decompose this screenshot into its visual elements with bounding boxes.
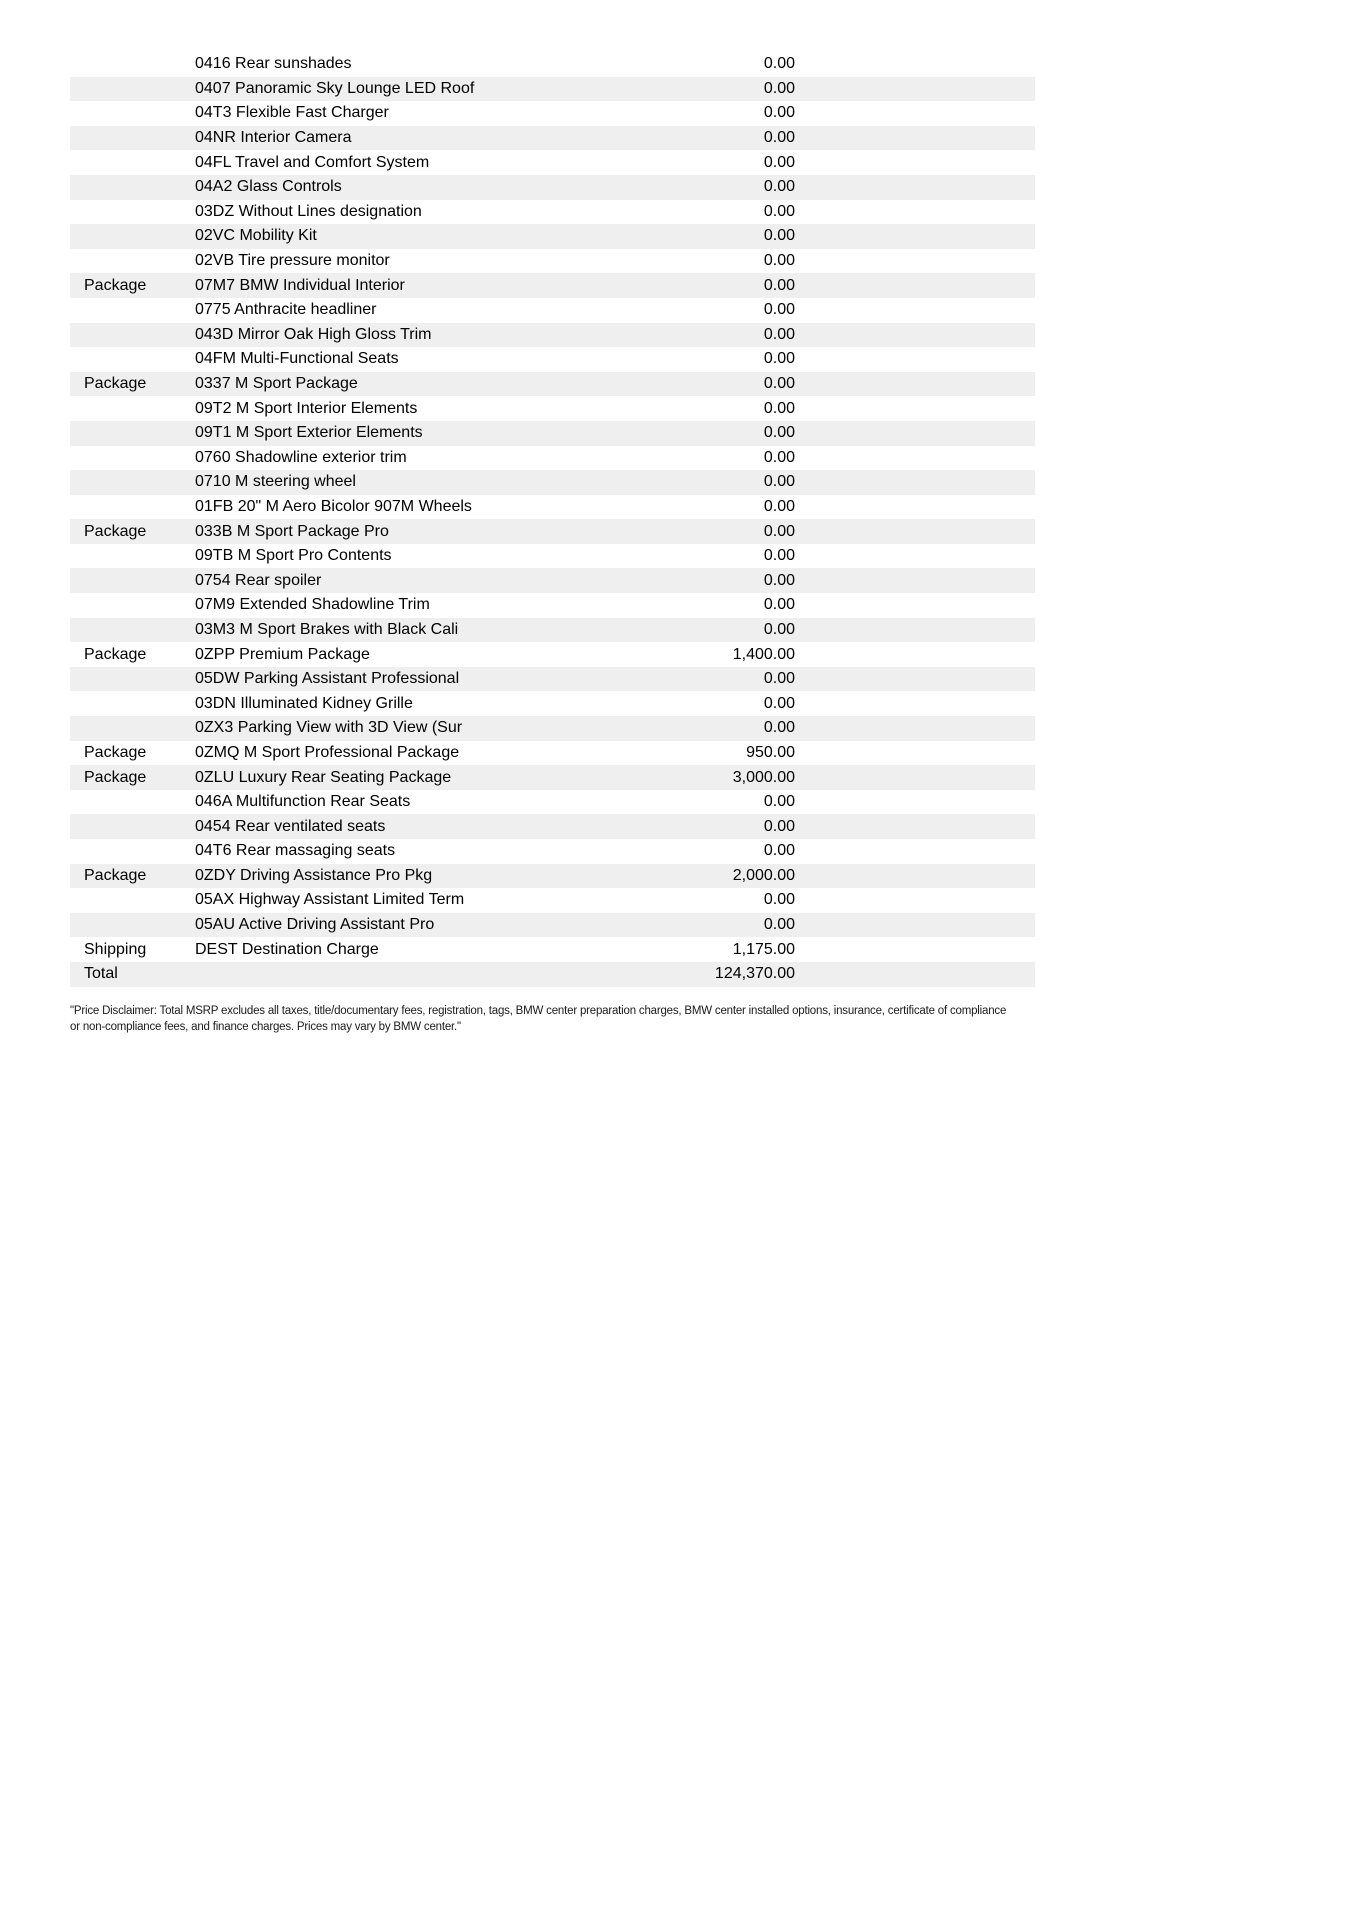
row-price: 0.00: [763, 891, 795, 909]
row-price: 0.00: [763, 424, 795, 442]
row-category: Package: [84, 522, 147, 540]
row-item: 0416 Rear sunshades: [195, 56, 352, 73]
row-price: 0.00: [763, 448, 795, 466]
row-item: 046A Multifunction Rear Seats: [195, 794, 411, 811]
row-item: 0ZPP Premium Package: [195, 646, 370, 663]
row-item: 0754 Rear spoiler: [195, 572, 322, 589]
row-item: 03DZ Without Lines designation: [195, 203, 422, 220]
row-price: 0.00: [763, 620, 795, 638]
table-row: [70, 544, 1035, 569]
row-item: 02VB Tire pressure monitor: [195, 253, 390, 270]
table-row: [70, 446, 1035, 471]
table-row: [70, 273, 1035, 298]
table-row: [70, 200, 1035, 225]
row-price: 0.00: [763, 719, 795, 737]
table-row: [70, 864, 1035, 889]
row-price: 0.00: [763, 202, 795, 220]
price-disclaimer: "Price Disclaimer: Total MSRP excludes all taxes, title/documentary fees, registration, tags, BMW center preparation charges, BMW center installed options, insurance, certificate of compliance or non-compliance fees, and finance charges. Prices may vary by BMW center.": [70, 1004, 1007, 1033]
row-price: 0.00: [763, 350, 795, 368]
row-price: 2,000.00: [732, 866, 795, 884]
row-price: 0.00: [763, 473, 795, 491]
row-item: 0337 M Sport Package: [195, 376, 358, 393]
row-price: 0.00: [763, 301, 795, 319]
row-category: Package: [84, 645, 147, 663]
row-price: 0.00: [763, 325, 795, 343]
row-item: 01FB 20" M Aero Bicolor 907M Wheels: [195, 498, 472, 515]
row-price: 950.00: [746, 743, 795, 761]
row-price: 0.00: [763, 55, 795, 73]
row-item: 04T3 Flexible Fast Charger: [195, 105, 389, 122]
row-category: Package: [84, 375, 147, 393]
row-price: 1,400.00: [732, 645, 795, 663]
row-price: 0.00: [763, 571, 795, 589]
row-category: Total: [84, 965, 118, 983]
row-item: 05DW Parking Assistant Professional: [195, 671, 460, 688]
table-row: [70, 642, 1035, 667]
row-price: 0.00: [763, 276, 795, 294]
row-item: 0710 M steering wheel: [195, 474, 356, 491]
row-item: 0ZDY Driving Assistance Pro Pkg: [195, 867, 433, 884]
row-item: 07M7 BMW Individual Interior: [195, 277, 405, 294]
row-category: Shipping: [84, 940, 147, 958]
table-row: [70, 470, 1035, 495]
row-item: 0ZX3 Parking View with 3D View (Sur: [195, 720, 463, 737]
row-price: 0.00: [763, 227, 795, 245]
row-item: 03DN Illuminated Kidney Grille: [195, 695, 413, 712]
table-row: [70, 175, 1035, 200]
table-row: [70, 298, 1035, 323]
table-row: [70, 888, 1035, 913]
row-price: 0.00: [763, 153, 795, 171]
row-category: Package: [84, 768, 147, 786]
table-row: [70, 323, 1035, 348]
table-row: [70, 101, 1035, 126]
row-item: 07M9 Extended Shadowline Trim: [195, 597, 430, 614]
row-item: 09T2 M Sport Interior Elements: [195, 400, 418, 417]
row-item: 03M3 M Sport Brakes with Black Cali: [195, 621, 459, 638]
row-item: 0407 Panoramic Sky Lounge LED Roof: [195, 80, 475, 97]
row-item: 0ZMQ M Sport Professional Package: [195, 744, 460, 761]
row-price: 3,000.00: [732, 768, 795, 786]
row-item: 043D Mirror Oak High Gloss Trim: [195, 326, 432, 343]
row-item: 04T6 Rear massaging seats: [195, 843, 396, 860]
row-price: 0.00: [763, 497, 795, 515]
row-price: 0.00: [763, 547, 795, 565]
table-row: [70, 814, 1035, 839]
table-row: [70, 741, 1035, 766]
table-row: [70, 495, 1035, 520]
row-item: 0454 Rear ventilated seats: [195, 818, 386, 835]
row-price: 0.00: [763, 842, 795, 860]
table-row: [70, 372, 1035, 397]
table-row: [70, 347, 1035, 372]
row-item: 0ZLU Luxury Rear Seating Package: [195, 769, 452, 786]
row-price: 0.00: [763, 916, 795, 934]
table-row: [70, 765, 1035, 790]
table-row: [70, 77, 1035, 102]
row-item: 0760 Shadowline exterior trim: [195, 449, 407, 466]
table-row: [70, 716, 1035, 741]
table-row: [70, 691, 1035, 716]
row-price: 0.00: [763, 399, 795, 417]
row-item: 05AX Highway Assistant Limited Term: [195, 892, 465, 909]
row-price: 0.00: [763, 670, 795, 688]
row-price: 1,175.00: [732, 940, 795, 958]
table-row: [70, 618, 1035, 643]
row-item: 04NR Interior Camera: [195, 130, 352, 147]
table-row: [70, 790, 1035, 815]
row-price: 0.00: [763, 104, 795, 122]
table-row: [70, 667, 1035, 692]
row-item: 09TB M Sport Pro Contents: [195, 548, 392, 565]
row-price: 0.00: [763, 79, 795, 97]
row-price: 0.00: [763, 178, 795, 196]
row-price: 0.00: [763, 596, 795, 614]
row-item: 0775 Anthracite headliner: [195, 302, 377, 319]
row-category: Package: [84, 743, 147, 761]
table-row: [70, 126, 1035, 151]
table-row: [70, 913, 1035, 938]
table-row: [70, 962, 1035, 987]
row-item: 04A2 Glass Controls: [195, 179, 342, 196]
row-item: 04FL Travel and Comfort System: [195, 154, 430, 171]
row-price: 124,370.00: [714, 965, 795, 983]
table-row: [70, 224, 1035, 249]
row-price: 0.00: [763, 694, 795, 712]
table-row: [70, 519, 1035, 544]
table-row: [70, 568, 1035, 593]
table-row: [70, 396, 1035, 421]
row-item: 09T1 M Sport Exterior Elements: [195, 425, 423, 442]
table-row: [70, 839, 1035, 864]
row-category: Package: [84, 866, 147, 884]
table-row: [70, 150, 1035, 175]
row-price: 0.00: [763, 522, 795, 540]
row-price: 0.00: [763, 375, 795, 393]
table-row: [70, 421, 1035, 446]
row-price: 0.00: [763, 793, 795, 811]
row-item: 05AU Active Driving Assistant Pro: [195, 917, 435, 934]
table-row: [70, 593, 1035, 618]
row-category: Package: [84, 276, 147, 294]
row-item: 04FM Multi-Functional Seats: [195, 351, 399, 368]
row-item: 033B M Sport Package Pro: [195, 523, 389, 540]
table-row: [70, 937, 1035, 962]
row-price: 0.00: [763, 129, 795, 147]
table-row: [70, 52, 1035, 77]
row-price: 0.00: [763, 252, 795, 270]
row-item: 02VC Mobility Kit: [195, 228, 317, 245]
options-table: [70, 52, 1035, 987]
row-price: 0.00: [763, 817, 795, 835]
table-row: [70, 249, 1035, 274]
row-item: DEST Destination Charge: [195, 941, 379, 958]
